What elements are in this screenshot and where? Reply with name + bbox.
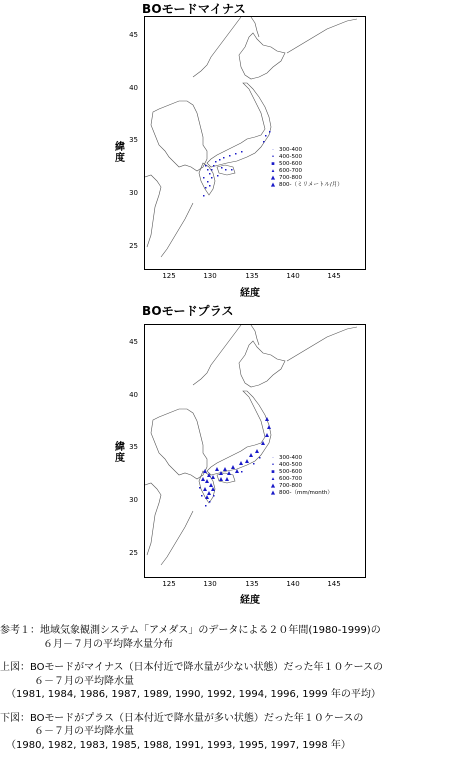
dot-small-icon: · (272, 147, 274, 153)
legend-label: 300-400 (279, 455, 302, 461)
triangle-icon: ▲ (270, 175, 276, 181)
y-axis-title (114, 442, 126, 464)
lower-map-svg (145, 325, 366, 578)
lower-note-years: （1980, 1982, 1983, 1985, 1988, 1991, 1993, 1995, 1997, 1998 年） (6, 739, 351, 751)
legend-label: 600-700 (279, 168, 302, 174)
x-tick-125: 125 (162, 272, 176, 280)
y-tick-25: 25 (129, 549, 138, 557)
ryukyu-coast (161, 203, 193, 257)
legend-row (269, 490, 333, 497)
reference-line: ６月－７月の平均降水量分布 (43, 638, 173, 650)
lower-note-line: 下図：BOモードがプラス（日本付近で降水量が多い状態）だった年１０ケースの (0, 712, 364, 724)
x-tick-140: 140 (286, 272, 300, 280)
circle-icon: ▪ (271, 161, 275, 167)
upper-map-svg (145, 17, 366, 270)
lower-note-line: ６－７月の平均降水量 (34, 726, 134, 737)
legend-label: 400-500 (279, 154, 302, 160)
legend-label: 500-600 (279, 469, 302, 475)
china-coast (145, 175, 161, 247)
upper-map-frame (144, 16, 366, 270)
y-tick-40: 40 (129, 84, 138, 92)
lower-figure-note (0, 712, 475, 753)
korea-coast (151, 409, 207, 479)
triangle-small-icon: ▴ (271, 476, 275, 482)
legend-row (269, 455, 333, 462)
hokkaido-coast (239, 341, 285, 387)
triangle-small-icon: ▴ (271, 168, 275, 174)
reference-note (0, 624, 475, 651)
upper-note-years: （1981, 1984, 1986, 1987, 1989, 1990, 1992, 1994, 1996, 1999 年の平均） (6, 689, 381, 700)
upper-note-line: 上図：BOモードがマイナス（日本付近で降水量が少ない状態）だった年１０ケースの (0, 662, 384, 673)
x-tick-130: 130 (203, 580, 217, 588)
y-axis-title-text: 緯度 (115, 442, 125, 464)
upper-figure-note (0, 661, 475, 702)
y-axis-title (114, 142, 126, 164)
russia-coast (193, 17, 241, 77)
legend-row (269, 469, 333, 476)
legend-label: 800-（ミリメートル/月） (279, 182, 343, 188)
coastline-group (145, 17, 357, 257)
legend-row (269, 483, 333, 490)
triangle-large-icon: ▲ (270, 490, 276, 496)
circle-icon: ▪ (271, 469, 275, 475)
upper-precip-points (203, 131, 271, 197)
dot-icon: • (271, 462, 275, 468)
triangle-icon: ▲ (270, 483, 276, 489)
legend-label: 600-700 (279, 476, 302, 482)
lower-map-frame (144, 324, 366, 578)
y-tick-30: 30 (129, 189, 138, 197)
x-tick-145: 145 (327, 272, 341, 280)
ryukyu-coast (161, 511, 193, 565)
y-tick-30: 30 (129, 496, 138, 504)
lower-precip-points (199, 417, 271, 507)
kyushu-coast (199, 163, 215, 195)
y-axis-title-text: 緯度 (115, 142, 125, 164)
x-axis-title: 経度 (240, 288, 260, 299)
legend-label: 300-400 (279, 147, 302, 153)
triangle-large-icon: ▲ (270, 182, 276, 188)
legend-row (269, 154, 343, 161)
dot-small-icon: · (272, 455, 274, 461)
upper-legend (269, 147, 343, 189)
honshu-coast (207, 391, 271, 475)
legend-row (269, 168, 343, 175)
korea-coast (151, 101, 207, 171)
y-tick-45: 45 (129, 31, 138, 39)
legend-row (269, 147, 343, 154)
legend-label: 700-800 (279, 483, 302, 489)
x-tick-135: 135 (245, 272, 259, 280)
x-axis-title: 経度 (240, 595, 260, 606)
kuril-coast (287, 327, 357, 361)
lower-legend (269, 455, 333, 497)
upper-map-title: BOモードマイナス (142, 2, 246, 16)
legend-row (269, 161, 343, 168)
legend-row (269, 175, 343, 182)
honshu-coast (207, 83, 271, 167)
reference-line: 参考１：地域気象観測システム「アメダス」のデータによる２０年間(1980-1999)の (0, 625, 381, 636)
legend-label: 400-500 (279, 462, 302, 468)
lower-map-title: BOモードプラス (142, 304, 234, 318)
y-tick-45: 45 (129, 338, 138, 346)
coastline-group (145, 325, 357, 565)
legend-label: 700-800 (279, 175, 302, 181)
y-tick-40: 40 (129, 391, 138, 399)
x-tick-140: 140 (286, 580, 300, 588)
hokkaido-coast (239, 33, 285, 79)
caption-notes (0, 624, 475, 762)
legend-label: 500-600 (279, 161, 302, 167)
china-coast (145, 483, 161, 555)
x-tick-125: 125 (162, 580, 176, 588)
kuril-coast (287, 19, 357, 53)
x-tick-130: 130 (203, 272, 217, 280)
russia-coast (193, 325, 241, 385)
dot-icon: • (271, 154, 275, 160)
x-tick-135: 135 (245, 580, 259, 588)
legend-row (269, 462, 333, 469)
x-tick-145: 145 (327, 580, 341, 588)
upper-note-line: ６－７月の平均降水量 (34, 675, 134, 687)
legend-row (269, 476, 333, 483)
legend-row (269, 182, 343, 189)
y-tick-35: 35 (129, 136, 138, 144)
legend-label: 800-（mm/month） (279, 490, 333, 496)
y-tick-25: 25 (129, 242, 138, 250)
y-tick-35: 35 (129, 443, 138, 451)
